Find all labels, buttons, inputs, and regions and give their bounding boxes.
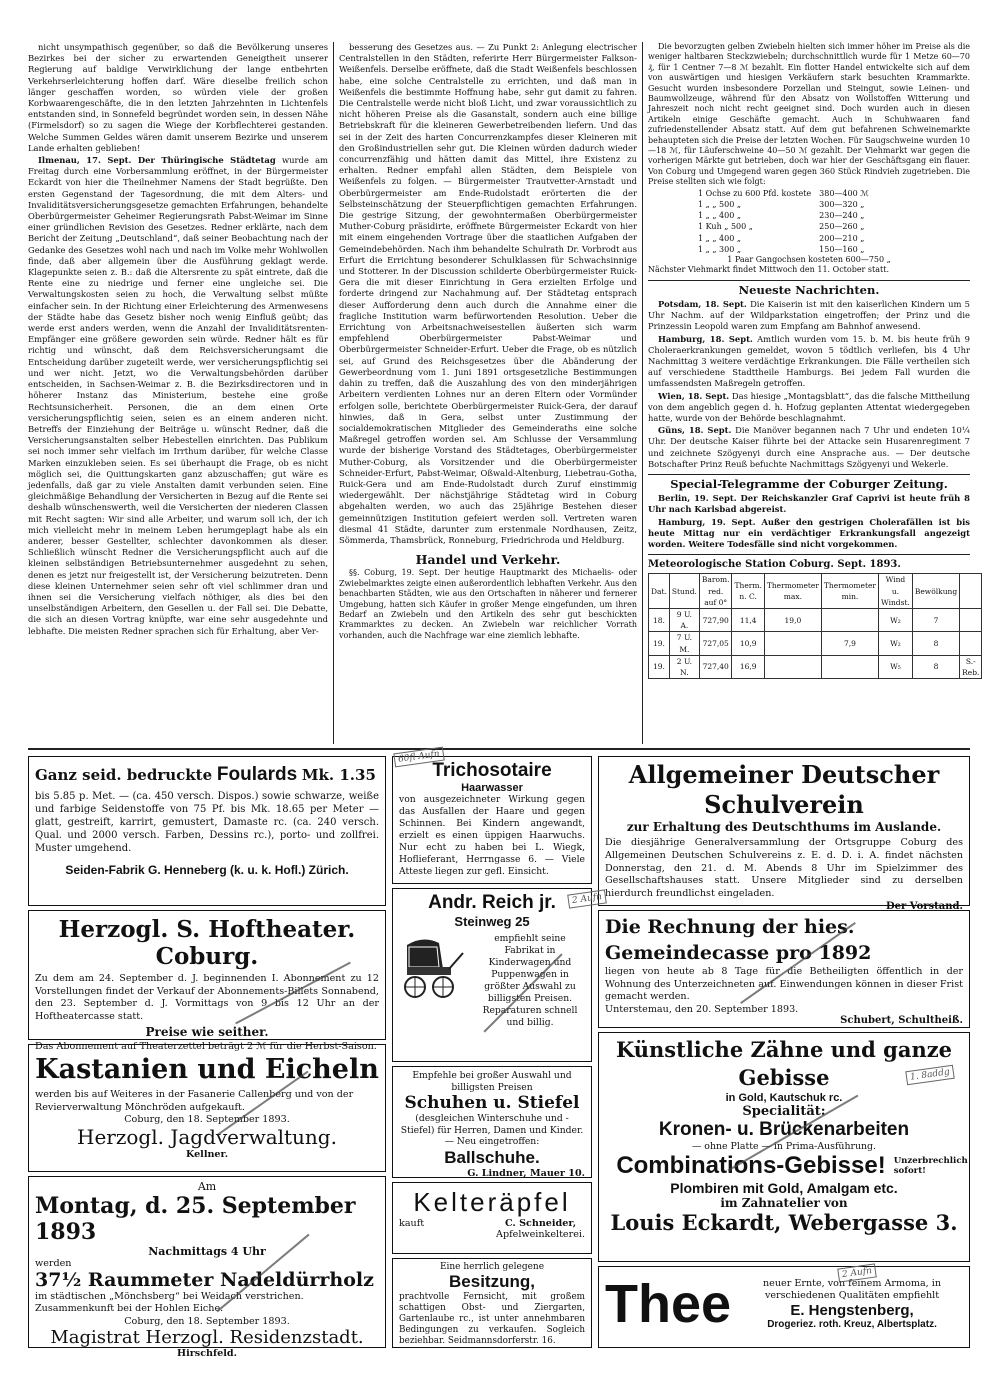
weather-title: Meteorologische Station Coburg. Sept. 1893. xyxy=(648,559,901,571)
ad-signature-name: Drogeriez. roth. Kreuz, Albertsplatz. xyxy=(767,1319,937,1330)
handwritten-note: 2 Aufn xyxy=(837,1263,877,1282)
ad-headline: Trichosotaire xyxy=(432,760,552,781)
weather-table xyxy=(648,573,982,679)
section-divider xyxy=(648,474,970,475)
section-heading: Special-Telegramme der Coburger Zeitung. xyxy=(670,476,948,491)
ad-headline: Schuhen u. Stiefel xyxy=(404,1093,580,1113)
telegram-item: Hamburg, 19. Sept. Außer den gestrigen Cholerafällen ist bis heute Mittag nur ein verdächtiger Erkrankungsfall angezeigt worden. Weitere Todesfälle sind nicht vorgekommen. xyxy=(648,516,970,549)
news-item: Hamburg, 18. Sept. Amtlich wurden vom 15. b. M. bis heute früh 9 Choleraerkrankungen gemeldet, wovon 5 tödtlich verliefen, bis 4 Uhr Nachmittag 3 weitere verdächtige Erkrankungen. Die Fälle vertheilen sich auf verschiedene Stadttheile Hamburgs. Bei jedem Fall wurden die umfassendsten Maßregeln getroffen. xyxy=(648,333,970,389)
ad-date: Coburg, den 18. September 1893. xyxy=(124,1315,290,1327)
ad-holzversteigerung xyxy=(28,1176,386,1359)
ad-headline: Combinations-Gebisse! xyxy=(616,1152,886,1179)
cattle-price-table xyxy=(694,188,873,255)
ad-signature: Magistrat Herzogl. Residenzstadt. xyxy=(50,1326,364,1348)
ad-theater xyxy=(28,910,386,1053)
table-row: 1 Ochse zu 600 Pfd. kostete 380—400 ℳ xyxy=(698,188,869,198)
ad-signature: Seiden-Fabrik G. Henneberg (k. u. k. Hofl.) Zürich. xyxy=(65,863,349,877)
page-divider xyxy=(28,748,970,750)
column-divider xyxy=(333,42,334,744)
section-divider xyxy=(648,554,970,555)
article-column-2 xyxy=(339,42,637,744)
ad-text: prachtvolle Fernsicht, mit großem schattigen Obst- und Ziergarten, Gartenlaube rc., ist unter annehmbaren Bedingungen zu verkaufen. Sogleich beziehbar. Seidmannsdorferstr. 16. xyxy=(399,1292,585,1346)
ad-text: bis 5.85 p. Met. — (ca. 450 versch. Dispos.) sowie schwarze, weiße und farbige Seidenstoffe von 75 Pf. bis Mk. 18.65 per Meter — glatt, gestreift, karrirt, gemustert, Damaste rc. (ca. 240 versch. Qual. und 2000 versch. Farben, Dessins rc.), porto- und zollfrei. Muster umgehend. xyxy=(35,791,379,854)
table-row: 19. 7 U. M. 727,05 10,9 7,9 W₂ 8 xyxy=(649,632,982,655)
ad-headline: Kelteräpfel xyxy=(413,1187,571,1217)
ad-subline: Preise wie seither. xyxy=(145,1025,269,1040)
ad-signature: C. Schneider, xyxy=(504,1218,577,1229)
ad-text: Zu dem am 24. September d. J. beginnenden I. Abonnement zu 12 Vorstellungen findet der Verkauf der Abonnements-Billets Sonnabend, den 23. September d. J. Vormittags von 9 bis 12 Uhr an der Hoftheatercasse statt. xyxy=(35,973,379,1022)
article-lead: Ilmenau, 17. Sept. Der Thüringische Städtetag xyxy=(38,155,276,166)
ad-signature-name: Hirschfeld. xyxy=(177,1347,237,1359)
newspaper-page xyxy=(28,42,980,1359)
ad-headline: Montag, d. 25. September 1893 xyxy=(35,1193,356,1245)
ad-signature-name: Kellner. xyxy=(185,1149,229,1161)
ad-text: Die diesjährige Generalversammlung der Ortsgruppe Coburg des Allgemeinen Deutschen Schulvereins z. E. d. D. i. A. findet nächsten Donnerstag, den 21. d. M. Abends 8 Uhr im Spielzimmer des Gesellschaftshauses statt. Unsere Mitglieder sind zu derselben hierdurch freundlichst eingeladen. xyxy=(605,837,963,900)
handwritten-note: 60fl Aufn xyxy=(393,747,444,768)
ad-signature: E. Hengstenberg, xyxy=(790,1302,914,1319)
article-paragraph: §§. Coburg, 19. Sept. Der heutige Hauptmarkt des Michaelis- oder Zwiebelmarktes zeigte einen außerordentlich lebhaften Verkehr. Aus den benachbarten Städten, wie aus den Ortschaften in näherer und fernerer Umgebung, hatten sich Käufer in großer Menge eingefunden, um ihren Bedarf an Zwiebeln und den Artikeln des sehr gut beschickten Krammarktes zu decken. An Zwiebeln war reichlicher Vorrath vorhanden, auch die Nachfrage war eine ziemlich lebhafte. xyxy=(339,568,637,640)
ad-signature: Schubert, Schultheiß. xyxy=(840,1014,963,1026)
ad-text: Eine herrlich gelegene xyxy=(439,1262,545,1272)
ad-subline: Specialität: xyxy=(742,1104,826,1119)
ad-schulverein xyxy=(598,756,970,912)
ad-schuhen xyxy=(392,1066,592,1178)
ad-subline: in Gold, Kautschuk rc. xyxy=(725,1092,843,1104)
ad-headline: Andr. Reich jr. xyxy=(428,892,556,913)
ad-headline: Ganz seid. bedruckte Foulards Mk. 1.35 xyxy=(35,764,376,785)
section-divider xyxy=(648,280,970,281)
ad-zahnatelier xyxy=(598,1032,970,1262)
ad-trichosotaire xyxy=(392,756,592,884)
ad-headline: 37½ Raummeter Nadeldürrholz xyxy=(35,1269,374,1291)
column-divider xyxy=(642,42,643,744)
price-note: Nächster Viehmarkt findet Mittwoch den 11. October statt. xyxy=(648,265,889,275)
article-paragraph: besserung des Gesetzes aus. — Zu Punkt 2: Anlegung electrischer Centralstellen in den Städten, referirte Herr Bürgermeister Falkson-Weißenfels. Derselbe eröffnete, daß die Stadt Weißenfels beschlossen habe, eine solche Centralstelle zu errichten, und daß man in Weißenfels die bestimmte Hoffnung habe, sehr gut damit zu fahren. Die Centralstelle werde nicht bloß Licht, und zwar voraussichtlich zu nicht höheren Preise als die Gasanstalt, sondern auch eine billige Betriebskraft für die kleineren Gewerbetreibenden liefern. Und das sei in der Zeit des harten Concurrenzkampfes dieser Kleineren mit den Großindustriellen sehr gut. Die Kleinen würden dadurch wieder concurrenzfähig und hätten damit das Mittel, ihre Existenz zu erhalten. Redner empfahl allen Städten, dem Beispiele von Weißenfels zu folgen. — Bürgermeister Trautvetter-Arnstadt und Oberbürgermeister am Ende-Rudolstadt erörterten die der Selbsteinschätzung der Steuerpflichtigen gemachten Erfahrungen. Die gestrige Sitzung, der gewohntermaßen Oberbürgermeister Muther-Coburg präsidirte, eröffnete Bürgermeister Eckardt von hier mit einem eingehenden Vortrage über die staatlichen Aufgaben der Gemeindebehörden. Nach ihm behandelte Schulrath Dr. Vorbrodt aus Erfurt die Errichtung besonderer Schulklassen für Schwachsinnige und Stotterer. In der Discussion schilderte Oberbürgermeister Ruick-Gera die mit dieser Einrichtung in Gera erzielten Erfolge und forderte dringend zur Nachahmung auf. Der Städtetag entsprach dieser Aufforderung denn auch durch die Annahme einer die fragliche Institution warm befürwortenden Resolution. Ueber die Errichtung von Arbeitsnachweisestellen äußerten sich warm empfehlend Oberbürgermeister Pabst-Weimar und Oberbürgermeister Schneider-Erfurt. Ueber die Frage, ob es nützlich sei, auf Grund des Reichsgesetzes über die Abänderung der Gewerbeordnung vom 1. Juni 1891 ortsgesetzliche Bestimmungen dahin zu treffen, daß die Auszahlung des von den minderjährigen Arbeitern verdienten Lohnes nur an deren Eltern oder Vormünder erfolgen solle, berichtete Oberbürgermeister Ruick-Gera, der darauf hinwies, daß in Gera, selbst unter Zustimmung der socialdemokratischen Mitglieder des Gemeinderaths eine solche Maßregel getroffen worden sei. Am Schlusse der Versammlung wurde der bisherige Vorstand des Städtetages, Oberbürgermeister Muther-Coburg, als Vorsitzender und die Oberbürgermeister Schneider-Erfurt, Pabst-Weimar, Oßwald-Altenburg, Liebetrau-Gotha, Ruick-Gera und am Ende-Rudolstadt durch Zuruf einstimmig wiedergewählt. Der nächstjährige Städtetag wird in Coburg abgehalten werden, wo auch das 25jährige Bestehen dieser gemeinnützigen Institution gefeiert werden soll. Vertreten waren diesmal 41 Städte, darunter zum erstenmale Nordhausen, Zeitz, Sömmerda, Thamsbrück, Ronneburg, Friedrichroda und Heldburg. xyxy=(339,42,637,545)
handwritten-note: 1. 8addg xyxy=(905,1065,954,1086)
ad-signature: Der Vorstand. xyxy=(885,900,963,912)
ad-subline: zur Erhaltung des Deutschthums im Auslande. xyxy=(626,820,942,834)
ad-text: von ausgezeichneter Wirkung gegen das Ausfallen der Haare und gegen Schinnen. Bei Kindern angewandt, erzielt es einen üppigen Haarwuchs. Nur echt zu haben bei L. Wiegk, Hoflieferant, Herrngasse 6. — Viele Atteste liegen zur gefl. Einsicht. xyxy=(399,794,585,877)
ad-thee xyxy=(598,1266,970,1348)
handwritten-note: 2 Aufn xyxy=(567,889,607,908)
ad-headline: Künstliche Zähne und ganze Gebisse xyxy=(615,1037,953,1090)
news-item: Güns, 18. Sept. Die Manöver begannen nach 7 Uhr und endeten 10¼ Uhr. Der deutsche Kaiser führte bei der Attacke sein Husarenregiment 7 und zeichnete Szögyenyi durch eine Ansprache aus. — Der deutsche Botschafter Prinz Reuß befuchte Nachmittags Szögyenyi und Wekerle. xyxy=(648,425,970,469)
ad-signature: Herzogl. Jagdverwaltung. xyxy=(77,1125,337,1150)
section-heading: Neueste Nachrichten. xyxy=(738,282,880,297)
article-column-1 xyxy=(28,42,328,744)
price-note: 1 Paar Gangochsen kosteten 600—750 „ xyxy=(727,254,891,264)
section-heading: Handel und Verkehr. xyxy=(415,552,561,568)
ad-text: Das Abonnement auf Theaterzettel beträgt 2 ℳ für die Herbst-Saison. xyxy=(35,1041,377,1053)
ad-text: Empfehle bei großer Auswahl und billigsten Preisen xyxy=(412,1070,572,1093)
ad-text: empfiehlt seine Fabrikat in Kinderwagen und Puppenwagen in größter Auswahl zu billigsten Preisen. Reparaturen schnell und billig. xyxy=(482,933,578,1028)
ad-date: Coburg, den 18. September 1893. xyxy=(124,1114,290,1126)
article-paragraph: Die bevorzugten gelben Zwiebeln hielten sich immer höher im Preise als die weniger haltbaren Steckzwiebeln; durchschnittlich wurde für 1 Metze 60—70 ₰, für 1 Centner 7—8 ℳ bezahlt. Ein flotter Handel entwickelte sich auf dem von auswärtigen und hiesigen Verkäufern stark besuchten Krammarkte. Gesucht wurden insbesondere Porzellan und Steingut, sowie Leinen- und Baumwollzeuge, während für den Absatz von Wollstoffen Witterung und Jahreszeit noch nicht recht geeignet sind. Doch wurden auch in diesen Artikeln einige Geschäfte gemacht. Auch in Schuhwaaren fand zufriedenstellender Absatz statt. Auf dem gut befahrenen Schweinemarkte behaupteten sich die Preise der letzten Wochen. Für Saugschweine wurden 10—18 ℳ, für Läuferschweine 40—50 ℳ gezahlt. Der Viehmarkt war gegen die vorherigen Märkte gut betrieben, doch war hier der Geschäftsgang ein flauer. Von Coburg und Umgegend waren gegen 360 Stück Rindvieh zugetrieben. Die Preise stellten sich wie folgt: xyxy=(648,42,970,187)
ad-subline: Haarwasser xyxy=(461,782,523,794)
article-paragraph xyxy=(28,155,328,637)
news-item: Wien, 18. Sept. Das hiesige „Montagsblatt“, das die falsche Mittheilung von dem angeblich gegen d. h. Hofzug geplanten Attentat wiedergegeben hatte, wurde von der Behörde beschlagnahmt. xyxy=(648,390,970,423)
ad-headline: Kastanien und Eicheln xyxy=(35,1054,379,1085)
ad-text: Am xyxy=(197,1180,217,1193)
table-row: 1 „ „ 400 „ 200—210 „ xyxy=(698,233,865,243)
ad-kastanien xyxy=(28,1044,386,1172)
ad-subline: Plombiren mit Gold, Amalgam etc. xyxy=(670,1180,898,1196)
ad-text: neuer Ernte, von feinem Armoma, in verschiedenen Qualitäten empfiehlt xyxy=(763,1278,942,1301)
ad-text: Unzerbrechlich sofort! xyxy=(893,1156,968,1176)
ad-text: im Zahnatelier von xyxy=(720,1196,848,1210)
ad-text: (desgleichen Winterschuhe und -Stiefel) für Herren, Damen und Kinder. — Neu eingetroffen: xyxy=(400,1113,584,1147)
ad-besitzung xyxy=(392,1258,592,1348)
ad-headline: Besitzung, xyxy=(449,1272,535,1291)
ad-text: — ohne Platte — in Prima-Ausführung. xyxy=(691,1141,877,1152)
article-paragraph: nicht unsympathisch gegenüber, so daß die Bevölkerung unseres Bezirkes bei der sicher zu erwartenden Geneigtheit unserer Regierung auf baldige Verwirklichung der lange entbehrten Verkehrserleichterung hoffen darf. Wäre dieselbe freilich schon länger geschaffen worden, so würden viele der großen Korbwaarengeschäfte, die in den letzten Jahrzehnten in Lichtenfels entstanden sind, in Sonnefeld begründet worden sein, in dessen Nähe (Firmelsdorf) so zu sagen die Wiege der Korbflechterei gestanden. Welche Summen Geldes wären damit unserem Bezirke und unserem Lande erhalten geblieben! xyxy=(28,42,328,153)
ad-text: werden xyxy=(35,1258,72,1269)
table-row: 1 „ „ 300 „ 150—160 „ xyxy=(698,244,865,254)
ad-reich xyxy=(392,888,592,1062)
article-column-3 xyxy=(648,42,980,744)
ad-headline: Allgemeiner Deutscher Schulverein xyxy=(628,760,940,819)
table-row: 1 „ „ 400 „ 230—240 „ xyxy=(698,211,865,221)
ad-text: werden bis auf Weiteres in der Fasanerie Callenberg und von der Revierverwaltung Mönchröden aufgekauft. xyxy=(35,1089,354,1113)
news-item: Potsdam, 18. Sept. Die Kaiserin ist mit den kaiserlichen Kindern um 5 Uhr Nachm. auf der Wildparkstation eingetroffen; der Prinz und die Prinzessin Leopold waren zum Empfang am Bahnhof anwesend. xyxy=(648,298,970,332)
ad-foulards xyxy=(28,756,386,906)
ad-headline: Thee xyxy=(605,1274,732,1334)
ad-signature-name: Apfelweinkelterei. xyxy=(496,1229,585,1240)
ad-headline: Ballschuhe. xyxy=(444,1147,540,1167)
ad-gemeindecasse xyxy=(598,910,970,1028)
ad-headline: Die Rechnung der hies. Gemeindecasse pro 1892 xyxy=(605,916,872,964)
table-row: 19. 2 U. N. 727,40 16,9 W₅ 8 S.-Reb. xyxy=(649,655,982,678)
table-header-row: Dat. Stund. Barom. red. auf 0° Therm. n. C. Thermometer max. Thermometer min. Wind u. Windst. Bewölkung xyxy=(649,574,982,609)
telegram-item: Berlin, 19. Sept. Der Reichskanzler Graf Caprivi ist heute früh 8 Uhr nach Karlsbad abgereist. xyxy=(648,493,970,515)
ad-headline: Herzogl. S. Hoftheater. Coburg. xyxy=(58,916,356,970)
ad-headline: Kronen- u. Brückenarbeiten xyxy=(658,1119,910,1140)
article-text: wurde am Freitag durch eine Vorbersammlung eröffnet, in der Bürgermeister Eckardt von hier die Theilnehmer Namens der Stadt begrüßte. Den ersten Gegenstand der Tagesordnung, die mit dem Alters- und Invaliditätsversicherungsgesetze gemachten Erfahrungen, behandelte Oberbürgermeister Geheimer Regierungsrath Pabst-Weimar im Sinne einer gründlichen Revision des Gesetzes. Redner erklärte, nach dem Bericht der Zeitung „Deutschland“, daß seiner Beobachtung nach der Gedanke des Gesetzes wohl nach und nach im Volke mehr Wohlwollen finde, daß aber allgemein über die Ausführung geklagt werde. Klagepunkte seien z. B.: daß die Altersrente zu spät eintrete, daß die Rente eine zu niedrige und ferner eine ungleiche sei. Die Verwaltungskosten seien zu hoch, die Verwaltung selbst müßte einfacher sein. In der Richtung einer Erleichterung des Armenwesens der Städte habe das Gesetz bisher noch wenig Einfluß geübt; das werde erst anders werden, wenn die Anzahl der Invaliditätsrenten-Empfänger eine größere geworden sein würde. Redner hält es für richtig und wünscht, daß dem Reichsversicherungsamt die Entscheidung darüber zugeteilt werde, wer versicherungspflichtig sei und wer nicht. Jetzt, wo die Verwaltungsbehörden darüber entscheiden, in Sachsen-Weimar z. B. die Bezirksdirectoren und in höherer Instanz das Ministerium, bestehe eine große Rechtsunsicherheit. Personen, die an dem einen Orte versicherungspflichtig seien, seien es an einem anderen nicht. Betreffs der Einziehung der Beiträge u. wünscht Redner, daß die Versicherungsanstalten selber Hebestellen einrichten. Das Publikum sei noch immer sehr vielfach im Irrthum darüber, für welche Classe Marken einzukleben seien. Es sei überhaupt die Frage, ob es nicht möglich sei, die Quittungskarten ganz abzuschaffen; gut wäre es jedenfalls, daß gar zu viele Anstalten damit verbunden seien. Eine gleichmäßige Behandlung der Versicherten in Bezug auf die Rente sei deshalb wünschenswerth, weil die Versicherten der niederen Classen mit Recht sagten: Wir sind alle Arbeiter, und warum soll ich, der ich mich vielleicht mehr in meinem Leben herumgeplagt habe als ein anderer, besser Gestellter, schlechter davonkommen als dieser. Schließlich wünscht Redner die Versicherungspflicht auch auf die kleinen selbständigen Betriebsunternehmer ausgedehnt zu sehen, denen es jetzt nur freigestellt ist, der Versicherung beizutreten. Denn diese kleinen Unternehmer seien sehr oft viel schlimmer dran und ihnen sei die Versicherung vielfach nöthiger, als dies bei den unselbständigen Arbeitern, den Gesellen u. der Fall sei. Die Debatte, die sich an diesen Vortrag knüpfte, war eine sehr ausgedehnte und lebhafte. Die meisten Redner sprachen sich für Erhaltung, aber Ver- xyxy=(28,155,328,636)
ad-text: im städtischen „Mönchsberg“ bei Weidach verstrichen. Zusammenkunft bei der Hohlen Eiche. xyxy=(35,1291,304,1315)
ad-date: Unterstemau, den 20. September 1893. xyxy=(605,1003,799,1015)
ad-signature: Louis Eckardt, Webergasse 3. xyxy=(610,1210,958,1235)
ad-subline: Steinweg 25 xyxy=(454,914,530,929)
table-row: 18. 9 U. A. 727,90 11,4 19,0 W₂ 7 xyxy=(649,609,982,632)
ad-text: liegen von heute ab 8 Tage für die Betheiligten öffentlich in der Wohnung des Unterzeichneten auf. Einwendungen können in dieser Frist gemacht werden. xyxy=(605,966,963,1003)
ad-kelteraepfel xyxy=(392,1182,592,1254)
ad-subline: Nachmittags 4 Uhr xyxy=(148,1245,266,1258)
ad-text: kauft xyxy=(399,1218,425,1229)
pram-illustration xyxy=(399,933,469,1001)
ad-signature: G. Lindner, Mauer 10. xyxy=(467,1167,585,1179)
table-row: 1 Kuh „ 500 „ 250—260 „ xyxy=(698,222,865,232)
table-row: 1 „ „ 500 „ 300—320 „ xyxy=(698,199,865,209)
